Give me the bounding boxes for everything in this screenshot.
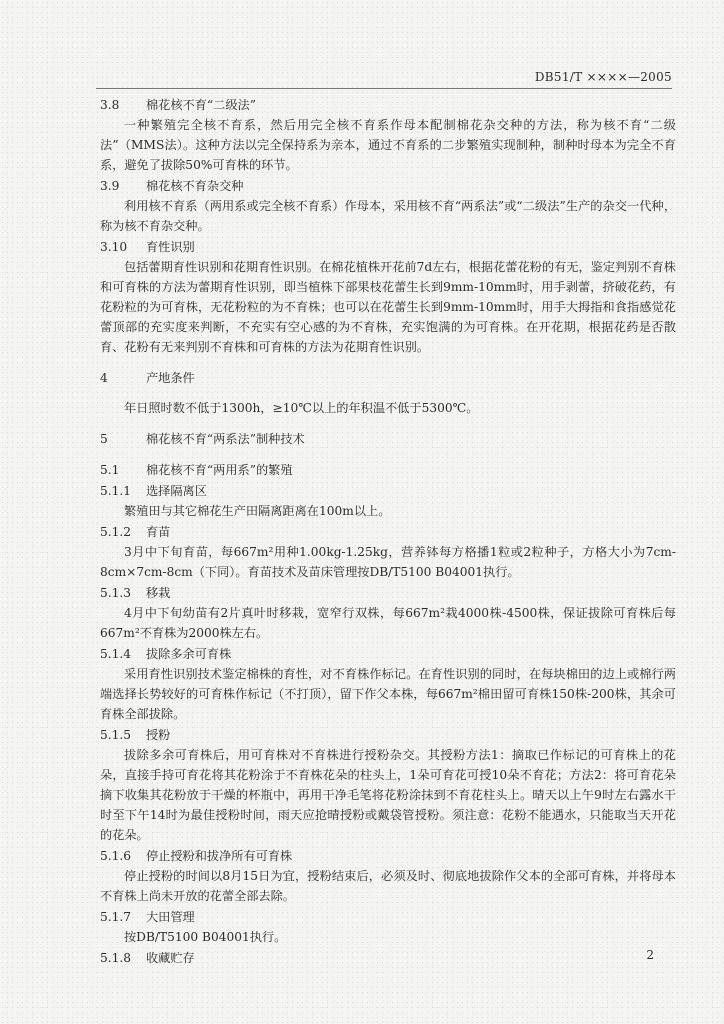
section-heading: 5.1.3 移栽 — [100, 586, 171, 600]
paragraph: 年日照时数不低于1300h，≥10℃以上的年积温不低于5300℃。 — [124, 401, 479, 415]
section-heading: 5.1.1 选择隔离区 — [100, 484, 207, 498]
paragraph: 利用核不育系（两用系或完全核不育系）作母本，采用核不育“两系法”或“二级法”生产的杂交一代种，称为核不育杂交种。 — [100, 199, 676, 233]
paragraph: 繁殖田与其它棉花生产田隔离距离在100m以上。 — [124, 504, 391, 518]
section-heading: 3.9 棉花核不育杂交种 — [100, 179, 244, 193]
section-heading: 5.1.8 收藏贮存 — [100, 951, 195, 965]
paragraph: 采用育性识别技术鉴定棉株的育性，对不育株作标记。在育性识别的同时，在每块棉田的边上或棉行两端选择长势较好的可育株作标记（不打顶），留下作父本株，每667m²棉田留可育株150株-200株，其余可育株全部拔除。 — [100, 667, 676, 721]
section-heading: 4 产地条件 — [100, 371, 195, 385]
paragraph: 拔除多余可育株后，用可育株对不育株进行授粉杂交。其授粉方法1：摘取已作标记的可育株上的花朵，直接手持可育花将其花粉涂于不育株花朵的柱头上，1朵可育花可授10朵不育花；方法2：将可育花朵摘下收集其花粉放于干燥的杯瓶中，再用干净毛笔将花粉涂抹到不育花柱头上。晴天以上午9时左右露水干时至下午14时为最佳授粉时间，雨天应抢晴授粉或戴袋管授粉。须注意：花粉不能遇水，只能取当天开花的花朵。 — [100, 748, 676, 842]
paragraph: 3月中下旬育苗，每667m²用种1.00kg-1.25kg，营养钵每方格播1粒或2粒种子，方格大小为7cm-8cm×7cm-8cm（下同）。育苗技术及苗床管理按DB/T5100 B04001执行。 — [100, 545, 676, 579]
document-body — [100, 94, 676, 968]
paragraph: 按DB/T5100 B04001执行。 — [124, 930, 287, 944]
section-heading: 5.1.2 育苗 — [100, 525, 171, 539]
paragraph: 包括蕾期育性识别和花期育性识别。在棉花植株开花前7d左右，根据花蕾花粉的有无，鉴定判别不育株和可育株的方法为蕾期育性识别，即当植株下部果枝花蕾生长到9mm-10mm时，用手剥蕾，挤破花药，有花粉粒的为可育株，无花粉粒的为不育株；也可以在花蕾生长到9mm-10mm时，用手大拇指和食指感觉花蕾顶部的充实度来判断，不充实有空心感的为不育株，充实饱满的为可育株。在开花期，根据花药是否散育、花粉有无来判别不育株和可育株的方法为花期育性识别。 — [100, 260, 676, 354]
section-heading: 5.1.4 拔除多余可育株 — [100, 647, 232, 661]
paragraph: 4月中下旬幼苗有2片真叶时移栽，宽窄行双株，每667m²栽4000株-4500株，保证拔除可育株后每667m²不育株为2000株左右。 — [100, 606, 676, 640]
paragraph: 一种繁殖完全核不育系，然后用完全核不育系作母本配制棉花杂交种的方法，称为核不育“二级法”（MMS法）。这种方法以完全保持系为亲本，通过不育系的二步繁殖实现制种，制种时母本为完全不育系，避免了拔除50%可育株的环节。 — [100, 118, 676, 172]
section-heading: 5.1 棉花核不育“两用系”的繁殖 — [100, 463, 293, 477]
header-rule — [96, 88, 672, 89]
standard-code: DB51/T ××××—2005 — [534, 70, 672, 84]
section-heading: 5 棉花核不育“两系法”制种技术 — [100, 432, 305, 446]
page-number: 2 — [646, 948, 654, 962]
section-heading: 5.1.6 停止授粉和拔净所有可育株 — [100, 849, 293, 863]
paragraph: 停止授粉的时间以8月15日为宜，授粉结束后，必须及时、彻底地拔除作父本的全部可育株，并将母本不育株上尚未开放的花蕾全部去除。 — [100, 869, 676, 903]
section-heading: 5.1.5 授粉 — [100, 728, 171, 742]
section-heading: 5.1.7 大田管理 — [100, 910, 195, 924]
section-heading: 3.10 育性识别 — [100, 240, 195, 254]
section-heading: 3.8 棉花核不育“二级法” — [100, 98, 256, 112]
